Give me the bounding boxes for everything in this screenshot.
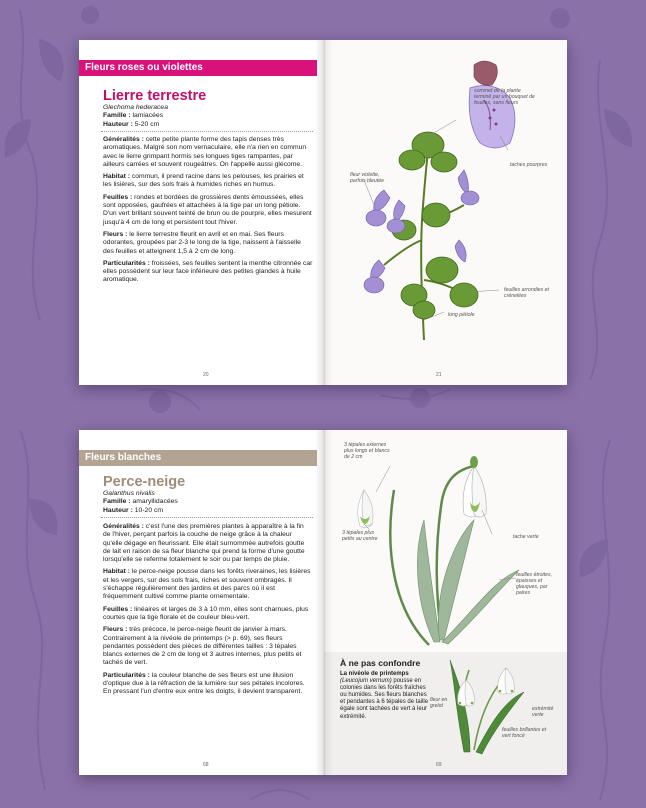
confuse-title: À ne pas confondre xyxy=(340,658,421,668)
paragraph: Fleurs : le lierre terrestre fleurit en avril et en mai. Ses fleurs odorantes, groupées par 2-3 le long de la tige, naissent à l'aisselle des feuilles et atteignent 1,5 à 2 cm de long. xyxy=(103,230,301,255)
book-gutter xyxy=(315,430,333,775)
paragraph: Généralités : cette petite plante forme des tapis denses très aromatiques. Malgré son nom vernaculaire, elle n'a rien en commun avec le lierre grimpant hormis ses longues tiges rampantes, par ailleurs carrées et souvent rougeâtres. On l'appelle aussi glécome. xyxy=(103,136,307,168)
paragraph: Feuilles : rondes et bordées de grossières dents émoussées, elles sont opposées, gaufrées et attachées à la tige par un long pétiole. D'un vert brillant souvent teinté de brun ou de pourpre, elles mesurent jusqu'à 4 cm de long et persistent tout l'hiver. xyxy=(103,193,312,226)
species-meta xyxy=(103,490,178,515)
book-spread-lierre xyxy=(79,40,567,385)
annotation-fleur: fleur violette, parfois bleutée xyxy=(350,172,385,185)
description-body xyxy=(103,523,313,701)
book-spread-perce-neige xyxy=(79,430,567,775)
hauteur-line: Hauteur : 5-20 cm xyxy=(103,120,160,128)
species-title: Perce-neige xyxy=(103,474,186,490)
confuse-text: La nivéole de printemps (Leucojum vernum) pousse en colonies dans les forêts fraîches ou humides. Ses fleurs blanches et pendantes à 6 tépales de taille égale sont tachées de vert à leur extrémité. xyxy=(340,671,429,720)
annotation-feuilles-brillantes: feuilles brillantes et vert foncé xyxy=(502,727,547,740)
page-right-perce-neige-illustration xyxy=(324,430,567,775)
annotation-tepales-externes: 3 tépales externes plus longs et blancs de 2 cm xyxy=(344,442,390,461)
annotation-feuilles: feuilles étroites, épaisses et glauques, par paires xyxy=(516,572,553,597)
famille-line: Famille : lamiacées xyxy=(103,112,164,120)
paragraph: Habitat : le perce-neige pousse dans les forêts riveraines, les lisières et les vergers, sur des sols frais, riches et souvent ombragés. Il s'échappe régulièrement des jardins et des parcs où il est fréquemment cultivé comme plante ornementale. xyxy=(103,568,311,601)
divider xyxy=(101,517,313,518)
paragraph: Habitat : commun, il prend racine dans les pelouses, les prairies et les lisières, sur des sols frais à humides riches en humus. xyxy=(103,173,304,189)
species-meta xyxy=(103,104,168,129)
section-band: Fleurs roses ou violettes xyxy=(79,60,317,76)
annotation-extremite: extrémité verte xyxy=(532,706,554,719)
description-body xyxy=(103,136,313,289)
page-left-perce-neige xyxy=(79,430,322,775)
paragraph: Fleurs : très précoce, le perce-neige fleurit de janvier à mars. Contrairement à la nivéole de printemps (> p. 69), ses fleurs pendantes possèdent des pièces de différentes tailles : 3 tépales blancs externes de 2 cm de long et 3 autres internes, plus petits et tachés de vert. xyxy=(103,626,302,667)
paragraph: Particularités : la couleur blanche de ses fleurs est une illusion d'optique due à la réfraction de la lumière sur ses pétales incolores. En pressant l'un d'entre eux entre les doigts, il devient transparent. xyxy=(103,671,305,696)
snowdrop-illustration xyxy=(324,430,567,775)
page-left-lierre xyxy=(79,40,322,385)
annotation-tepales-internes: 3 tépales plus petits au centre xyxy=(342,530,378,543)
book-gutter xyxy=(315,40,333,385)
annotation-petiole: long pétiole xyxy=(448,312,475,318)
annotation-fleur-grelot: fleur en grelot xyxy=(430,697,448,710)
annotation-taches: taches pourpres xyxy=(510,162,548,168)
paragraph: Feuilles : linéaires et larges de 3 à 10 mm, elles sont charnues, plus courtes que la tige florale et de couleur bleu-vert. xyxy=(103,605,309,621)
divider xyxy=(101,131,313,132)
page-number: 20 xyxy=(203,372,209,378)
scientific-name: Glechoma hederacea xyxy=(103,104,168,111)
paragraph: Généralités : c'est l'une des premières plantes à apparaître à la fin de l'hiver, perçant parfois la couche de neige grâce à la chaleur qu'elle dégage en fleurissant. Elle était surnommée autrefois goutte de lait en raison de sa fleur blanche qui prend la forme d'une goutte lorsqu'elle se referme totalement le soir ou par temps de pluie. xyxy=(103,523,305,564)
annotation-tache-verte: tache verte xyxy=(513,534,539,540)
species-title: Lierre terrestre xyxy=(103,88,207,104)
hauteur-line: Hauteur : 10-20 cm xyxy=(103,506,164,514)
page-number: 69 xyxy=(436,762,442,768)
scientific-name: Galanthus nivalis xyxy=(103,490,155,497)
page-right-lierre-illustration xyxy=(324,40,567,385)
famille-line: Famille : amaryllidacées xyxy=(103,498,178,506)
section-band: Fleurs blanches xyxy=(79,450,317,466)
page-number: 21 xyxy=(436,372,442,378)
page-number: 68 xyxy=(203,762,209,768)
annotation-feuilles: feuilles arrondies et crénelées xyxy=(504,287,549,300)
annotation-sommet: sommet de la plante terminé par un bouquet de feuilles, sans fleurs xyxy=(474,88,535,107)
paragraph: Particularités : froissées, ses feuilles sentent la menthe citronnée car elles possèdent sur leur face inférieure des petites glandes à huile aromatique. xyxy=(103,259,313,284)
